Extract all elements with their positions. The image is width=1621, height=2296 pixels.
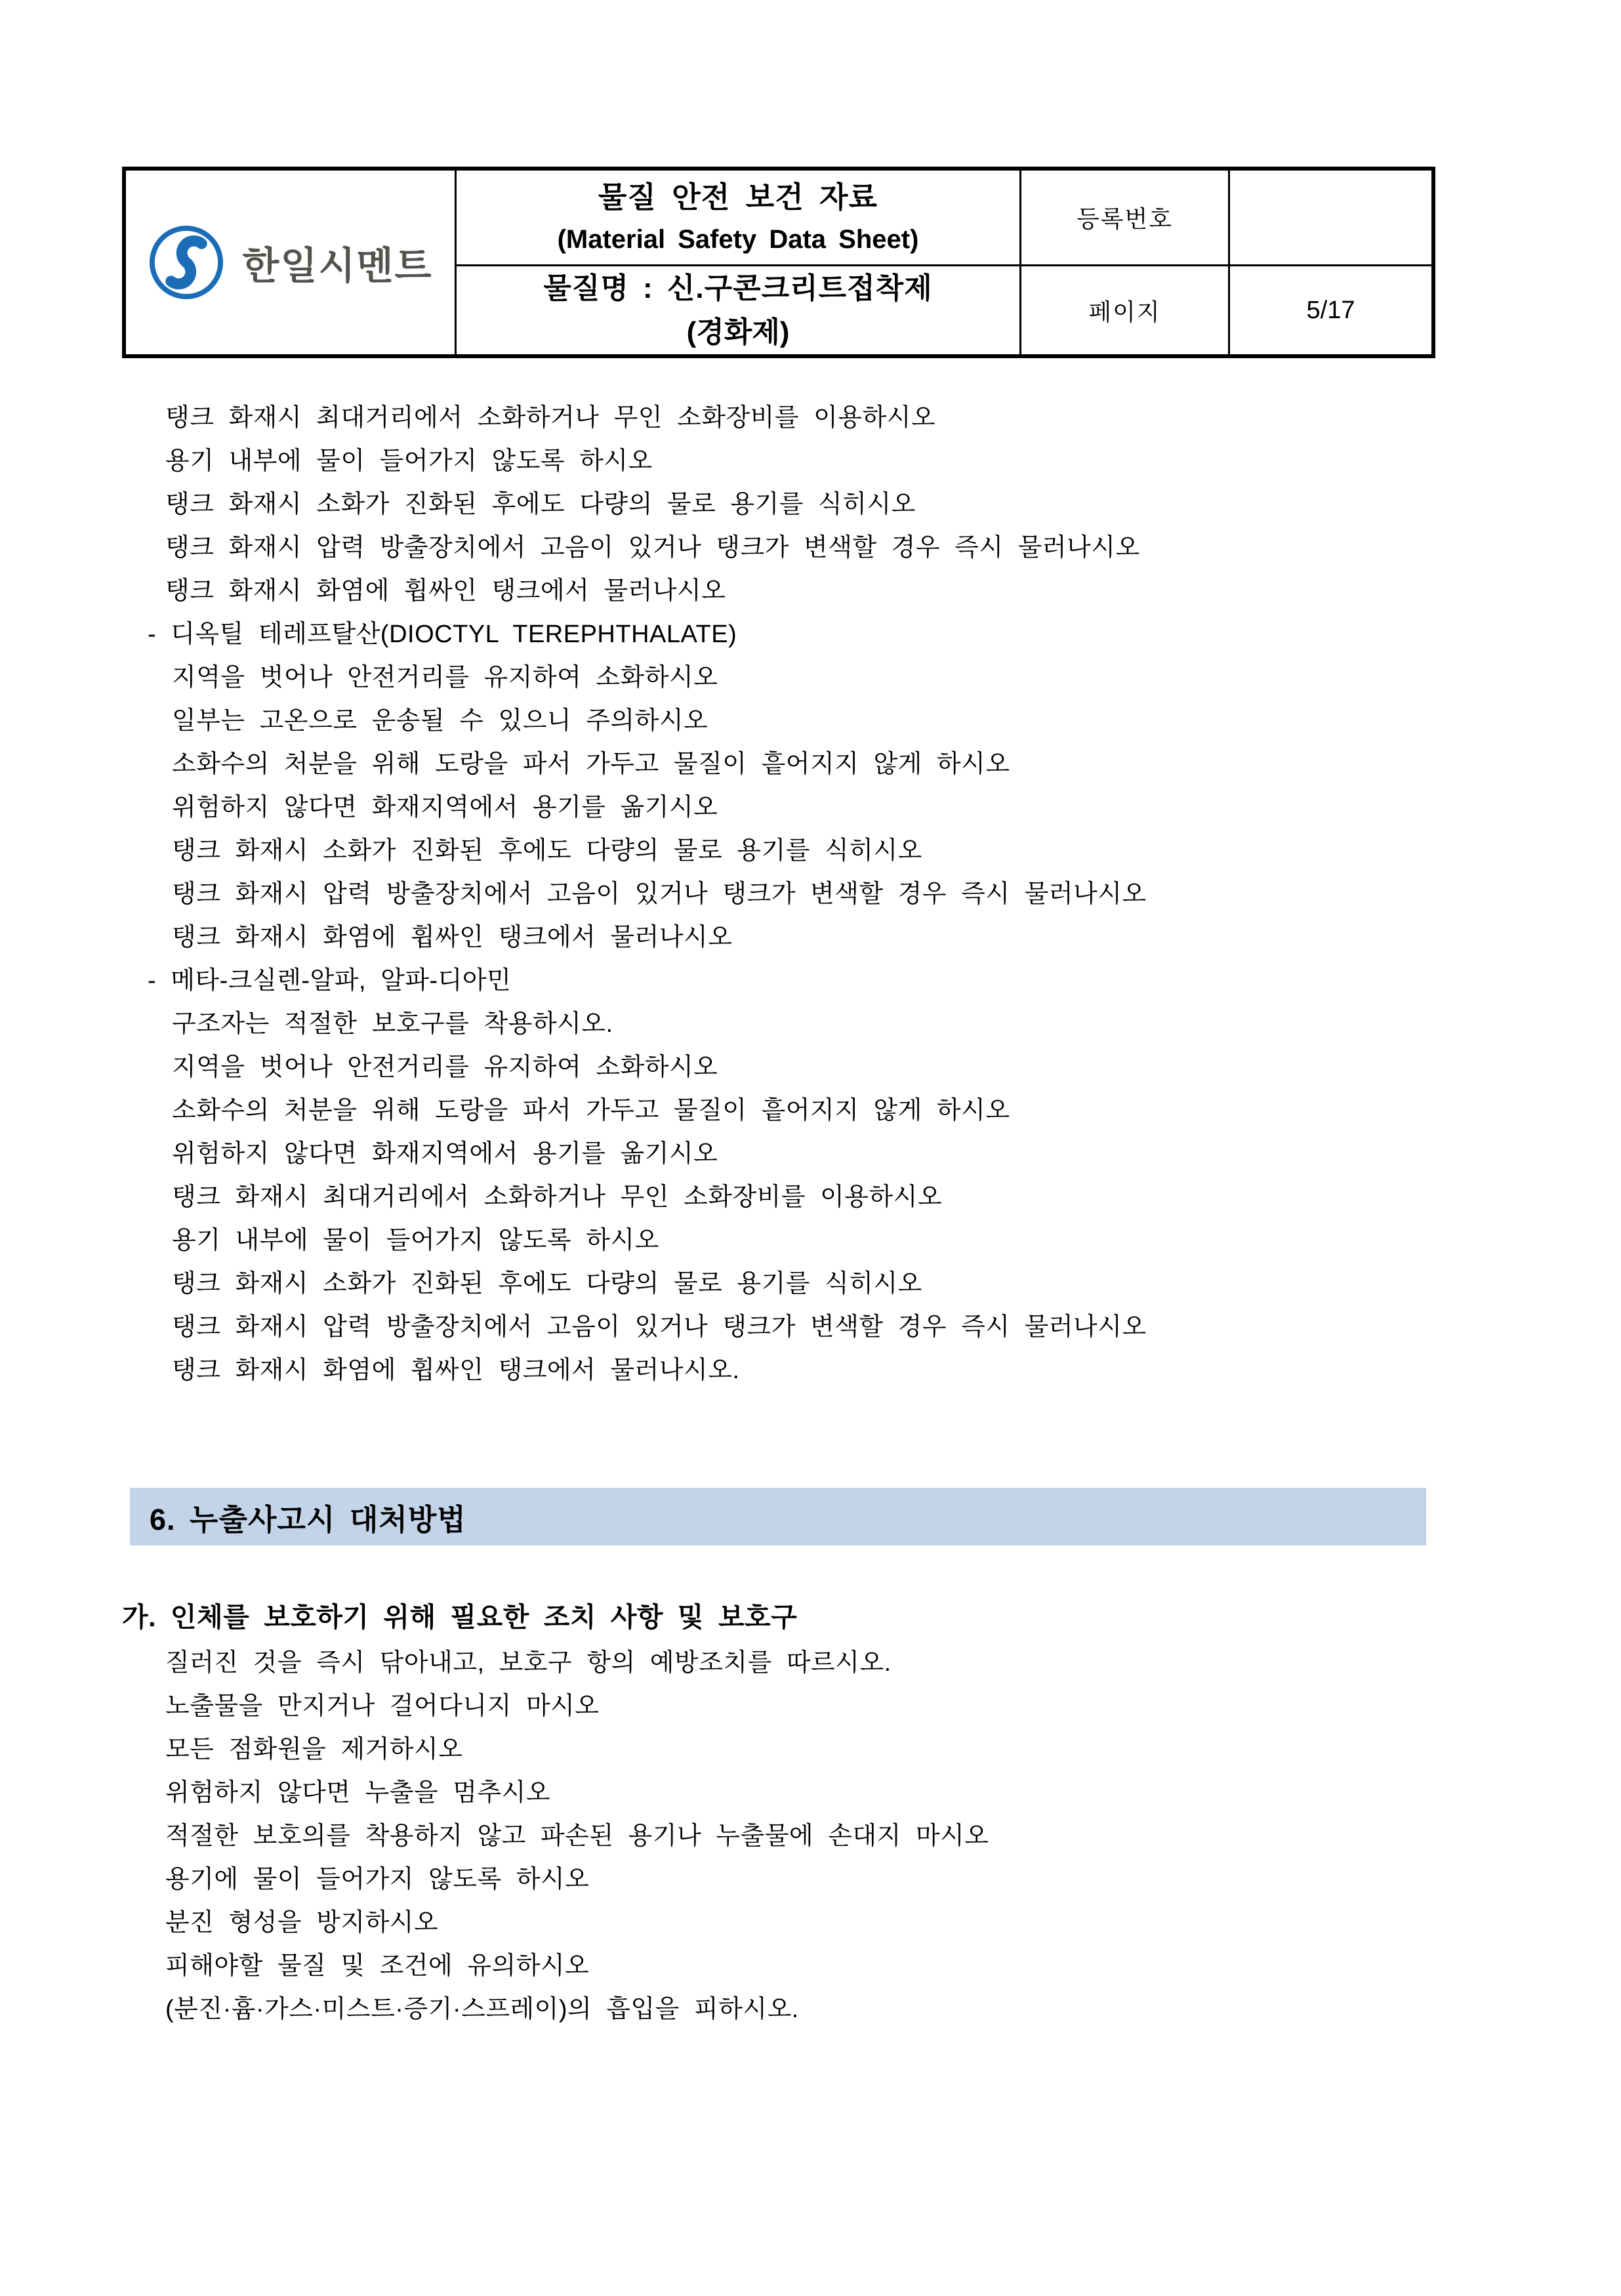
document-title-cell (455, 171, 1019, 264)
registration-number-label: 등록번호 (1019, 171, 1228, 264)
text-line: 탱크 화재시 소화가 진화된 후에도 다량의 물로 용기를 식히시오 (172, 1270, 922, 1298)
text-line: 탱크 화재시 화염에 휩싸인 탱크에서 물러나시오 (172, 924, 733, 951)
text-line: 위험하지 않다면 화재지역에서 용기를 옮기시오 (172, 1140, 718, 1168)
section-6-title: 6. 누출사고시 대처방법 (150, 1502, 466, 1536)
text-line: 탱크 화재시 화염에 휩싸인 탱크에서 물러나시오 (165, 577, 726, 605)
protective-measures-heading: 가. 인체를 보호하기 위해 필요한 조치 사항 및 보호구 (122, 1602, 798, 1632)
text-line: 탱크 화재시 화염에 휩싸인 탱크에서 물러나시오. (172, 1357, 740, 1384)
text-line: 모든 점화원을 제거하시오 (165, 1736, 463, 1763)
text-line: 질러진 것을 즉시 닦아내고, 보호구 항의 예방조치를 따르시오. (165, 1649, 892, 1677)
text-line: 지역을 벗어나 안전거리를 유지하여 소화하시오 (172, 1054, 718, 1081)
document-title-en: (Material Safety Data Sheet) (557, 224, 919, 254)
text-line: 탱크 화재시 최대거리에서 소화하거나 무인 소화장비를 이용하시오 (172, 1183, 943, 1211)
company-name: 한일시멘트 (242, 245, 433, 287)
text-line: 탱크 화재시 소화가 진화된 후에도 다량의 물로 용기를 식히시오 (172, 837, 922, 865)
text-line: 탱크 화재시 압력 방출장치에서 고음이 있거나 탱크가 변색할 경우 즉시 물러나시오 (172, 1313, 1147, 1341)
material-name-cell (455, 264, 1019, 354)
text-line: 적절한 보호의를 착용하지 않고 파손된 용기나 누출물에 손대지 마시오 (165, 1822, 989, 1850)
page-number: 5/17 (1228, 264, 1431, 354)
text-line: 탱크 화재시 압력 방출장치에서 고음이 있거나 탱크가 변색할 경우 즉시 물러나시오 (165, 534, 1140, 562)
text-line: 노출물을 만지거나 걸어다니지 마시오 (165, 1692, 600, 1720)
text-line: 용기 내부에 물이 들어가지 않도록 하시오 (172, 1227, 659, 1254)
text-line: 지역을 벗어나 안전거리를 유지하여 소화하시오 (172, 664, 718, 691)
page-label: 페이지 (1019, 264, 1228, 354)
text-line: 용기에 물이 들어가지 않도록 하시오 (165, 1866, 590, 1893)
text-line: 피해야할 물질 및 조건에 유의하시오 (165, 1952, 590, 1980)
text-line: 위험하지 않다면 누출을 멈추시오 (165, 1779, 551, 1807)
text-line: 탱크 화재시 최대거리에서 소화하거나 무인 소화장비를 이용하시오 (165, 404, 936, 432)
registration-number-value (1228, 171, 1431, 264)
msds-header-table (122, 167, 1435, 358)
text-line: 탱크 화재시 소화가 진화된 후에도 다량의 물로 용기를 식히시오 (165, 491, 916, 518)
material-name: 물질명 : 신.구콘크리트접착제 (543, 272, 933, 304)
fire-instructions-list (0, 396, 1621, 1392)
text-line: 소화수의 처분을 위해 도랑을 파서 가두고 물질이 흩어지지 않게 하시오 (172, 750, 1010, 778)
text-line: 구조자는 적절한 보호구를 착용하시오. (172, 1010, 613, 1038)
material-name-sub: (경화제) (686, 316, 790, 348)
text-line: - 디옥틸 테레프탈산(DIOCTYL TEREPHTHALATE) (148, 621, 737, 648)
text-line: - 메타-크실렌-알파, 알파-디아민 (148, 967, 512, 994)
spill-instructions-list (0, 1641, 1621, 2031)
text-line: 일부는 고온으로 운송될 수 있으니 주의하시오 (172, 707, 708, 735)
document-title: 물질 안전 보건 자료 (598, 180, 878, 214)
text-line: 위험하지 않다면 화재지역에서 용기를 옮기시오 (172, 794, 718, 821)
text-line: 분진 형성을 방지하시오 (165, 1909, 439, 1937)
text-line: 용기 내부에 물이 들어가지 않도록 하시오 (165, 447, 653, 475)
hanil-s-icon (148, 224, 225, 301)
company-logo (126, 171, 455, 354)
text-line: 탱크 화재시 압력 방출장치에서 고음이 있거나 탱크가 변색할 경우 즉시 물러나시오 (172, 880, 1147, 908)
text-line: 소화수의 처분을 위해 도랑을 파서 가두고 물질이 흩어지지 않게 하시오 (172, 1097, 1010, 1124)
section-6-header (130, 1488, 1426, 1546)
text-line: (분진·흄·가스·미스트·증기·스프레이)의 흡입을 피하시오. (165, 1996, 799, 2023)
